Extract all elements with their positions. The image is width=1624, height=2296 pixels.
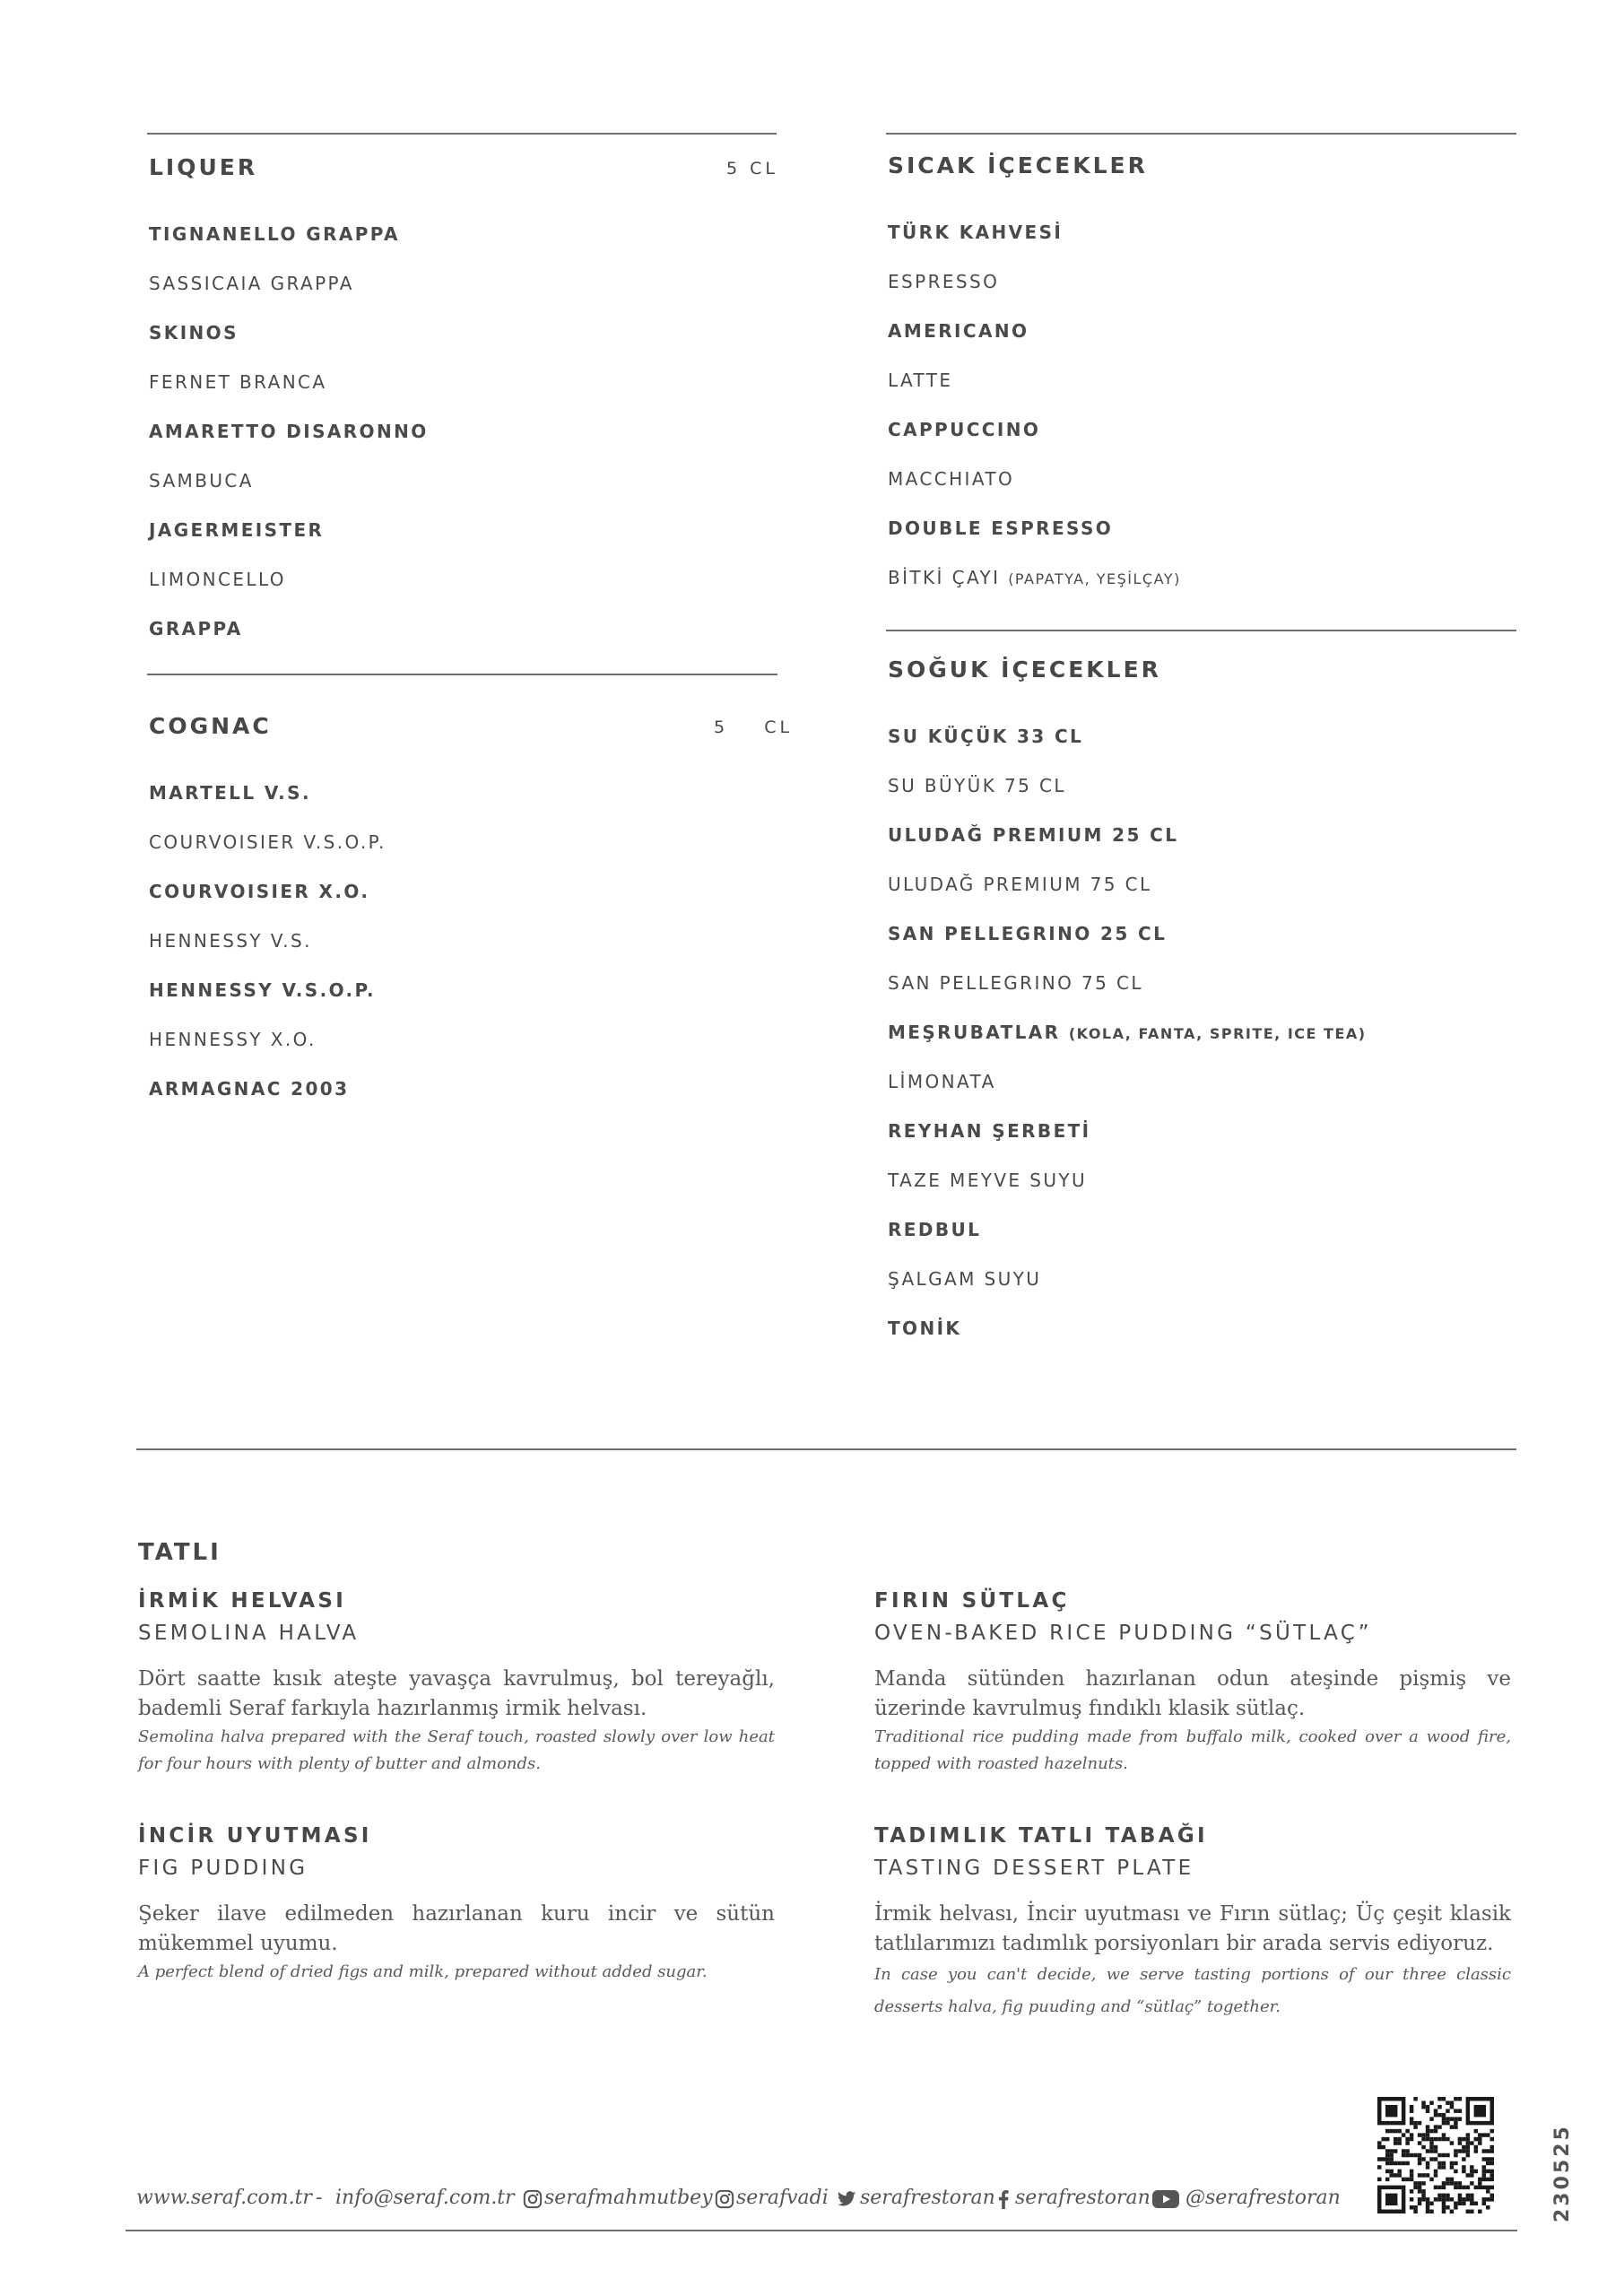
menu-item [888,774,1367,823]
menu-item [888,467,1181,517]
dessert-en-desc: A perfect blend of dried figs and milk, prepared without added sugar. [138,1962,708,1981]
menu-item-label: BİTKİ ÇAYI [888,567,1001,588]
menu-item [888,1317,1367,1366]
menu-item-label: SAMBUCA [149,470,254,491]
dessert-en-desc: Traditional rice pudding made from buffalo milk, cooked over a wood fire, topped with roasted hazelnuts. [874,1727,1511,1773]
sicak-top-rule [886,133,1516,135]
dessert-incir-uyutmasi [138,1822,775,1986]
menu-item-label: LIMONCELLO [149,569,286,590]
menu-item-label: TÜRK KAHVESİ [888,222,1064,243]
menu-item [149,321,429,370]
cognac-list [149,781,386,1126]
menu-item-label: ULUDAĞ PREMIUM 75 CL [888,874,1152,895]
menu-item [149,831,386,880]
menu-item-note: (KOLA, FANTA, SPRITE, ICE TEA) [1068,1025,1367,1042]
dessert-firin-sutlac [874,1587,1511,1778]
cognac-top-rule [147,674,777,675]
dessert-en-desc: In case you can't decide, we serve tasting portions of our three classic desserts halva, fig puuding and “sütlaç” together. [874,1965,1511,2016]
facebook-handle[interactable]: serafrestoran [1015,2187,1151,2209]
dessert-en-name: FIG PUDDING [138,1857,308,1880]
dessert-tr-name: TADIMLIK TATLI TABAĞI [874,1824,1208,1848]
menu-item [888,418,1181,467]
dessert-tr-name: FIRIN SÜTLAÇ [874,1589,1070,1613]
email-link[interactable]: info@seraf.com.tr [335,2187,515,2209]
menu-item-label: HENNESSY V.S. [149,930,312,952]
menu-item-label: TONİK [888,1318,962,1339]
menu-item-label: ŞALGAM SUYU [888,1268,1042,1290]
menu-item [149,370,429,420]
menu-item-label: HENNESSY V.S.O.P. [149,979,376,1001]
youtube-handle[interactable]: @serafrestoran [1185,2187,1341,2209]
menu-item-label: MACCHIATO [888,468,1015,490]
soguk-top-rule [886,630,1516,631]
cognac-unit: 5 CL [714,718,794,737]
dessert-tr-name: İNCİR UYUTMASI [138,1824,372,1848]
menu-item-label: JAGERMEISTER [149,519,325,541]
menu-item-label: REDBUL [888,1219,982,1240]
menu-item-label: TIGNANELLO GRAPPA [149,223,400,245]
qr-code-icon[interactable] [1377,2097,1494,2213]
menu-item-label: SKINOS [149,322,239,344]
menu-item [888,873,1367,922]
menu-item [149,781,386,831]
instagram-icon [715,2189,734,2209]
menu-item-label: MARTELL V.S. [149,782,311,804]
twitter-handle[interactable]: serafrestoran [860,2187,995,2209]
menu-item-label: FERNET BRANCA [149,371,327,393]
menu-item-label: TAZE MEYVE SUYU [888,1170,1088,1191]
twitter-icon [836,2189,857,2209]
menu-item [149,568,429,617]
liquer-title: LIQUER [149,154,258,180]
menu-item-label: HENNESSY X.O. [149,1029,317,1050]
dessert-tr-desc: İrmik helvası, İncir uyutması ve Fırın sütlaç; Üç çeşit klasik tatlılarımızı tadımlık porsiyonları bir arada servis ediyoruz. [874,1902,1511,1955]
dessert-en-name: OVEN-BAKED RICE PUDDING “SÜTLAÇ” [874,1622,1372,1645]
menu-item [149,420,429,469]
menu-item-label: MEŞRUBATLAR [888,1022,1061,1043]
footer-separator: - [316,2187,323,2209]
soguk-title: SOĞUK İÇECEKLER [888,657,1161,683]
menu-item [888,971,1367,1021]
menu-item [888,517,1181,566]
menu-item-label: SU BÜYÜK 75 CL [888,775,1066,796]
menu-item [149,222,429,272]
dessert-irmik-helvasi [138,1587,775,1778]
sicak-title: SICAK İÇECEKLER [888,152,1148,178]
menu-item-label: CAPPUCCINO [888,419,1041,440]
menu-item [888,1070,1367,1119]
menu-item [149,880,386,929]
instagram-handle-2[interactable]: serafvadi [736,2187,829,2209]
tatli-title: TATLI [138,1539,221,1566]
menu-item [888,270,1181,319]
menu-item [888,725,1367,774]
liquer-unit: 5 CL [726,159,778,178]
menu-item-label: COURVOISIER X.O. [149,881,370,902]
soguk-list [888,725,1367,1366]
menu-item [149,929,386,978]
menu-item [888,1218,1367,1267]
cognac-title: COGNAC [149,713,272,739]
sicak-list [888,221,1181,615]
dessert-tr-desc: Dört saatte kısık ateşte yavaşça kavrulmuş, bol tereyağlı, bademli Seraf farkıyla hazırlanmış irmik helvası. [138,1667,775,1720]
instagram-handle-1[interactable]: serafmahmutbey [544,2187,713,2209]
menu-item [888,1119,1367,1169]
menu-item-label: ESPRESSO [888,271,1000,292]
menu-item [149,1028,386,1077]
instagram-icon [523,2189,543,2209]
facebook-icon [997,2189,1010,2209]
menu-item-label: ARMAGNAC 2003 [149,1078,350,1100]
menu-item-label: REYHAN ŞERBETİ [888,1120,1091,1142]
menu-item-label: SAN PELLEGRINO 75 CL [888,972,1143,994]
menu-item-label: ULUDAĞ PREMIUM 25 CL [888,824,1179,846]
menu-item [888,922,1367,971]
dessert-tadimlik-tabagi [874,1822,1511,2023]
youtube-icon [1152,2189,1179,2209]
document-code: 230525 [1551,2124,1574,2222]
menu-item [888,1267,1367,1317]
website-link[interactable]: www.seraf.com.tr [136,2187,312,2209]
dessert-tr-desc: Manda sütünden hazırlanan odun ateşinde pişmiş ve üzerinde kavrulmuş fındıklı klasik sütlaç. [874,1667,1511,1720]
menu-item [149,617,429,666]
menu-item [888,1021,1367,1070]
footer-rule [126,2230,1517,2231]
menu-item [149,978,386,1028]
menu-item-label: COURVOISIER V.S.O.P. [149,831,386,853]
menu-item-label: AMERICANO [888,320,1029,342]
menu-item [888,1169,1367,1218]
menu-item-label: AMARETTO DISARONNO [149,421,429,442]
menu-item [888,369,1181,418]
dessert-en-name: SEMOLINA HALVA [138,1622,360,1645]
menu-item [888,566,1181,615]
dessert-tr-desc: Şeker ilave edilmeden hazırlanan kuru incir ve sütün mükemmel uyumu. [138,1902,775,1955]
menu-item-label: DOUBLE ESPRESSO [888,517,1114,539]
menu-item-label: SAN PELLEGRINO 25 CL [888,923,1168,944]
dessert-top-rule [136,1448,1516,1450]
menu-item-note: (PAPATYA, YEŞİLÇAY) [1008,570,1181,587]
menu-item [149,272,429,321]
menu-item [149,518,429,568]
menu-item [888,319,1181,369]
menu-item-label: SASSICAIA GRAPPA [149,273,354,294]
menu-item [149,469,429,518]
liquer-top-rule [147,133,777,135]
menu-item [149,1077,386,1126]
dessert-tr-name: İRMİK HELVASI [138,1589,347,1613]
liquer-list [149,222,429,666]
dessert-en-desc: Semolina halva prepared with the Seraf touch, roasted slowly over low heat for four hours with plenty of butter and almonds. [138,1727,775,1773]
menu-item [888,221,1181,270]
menu-item-label: GRAPPA [149,618,243,639]
menu-item-label: SU KÜÇÜK 33 CL [888,726,1084,747]
menu-item [888,823,1367,873]
menu-item-label: LATTE [888,370,953,391]
dessert-en-name: TASTING DESSERT PLATE [874,1857,1194,1880]
menu-item-label: LİMONATA [888,1071,996,1092]
